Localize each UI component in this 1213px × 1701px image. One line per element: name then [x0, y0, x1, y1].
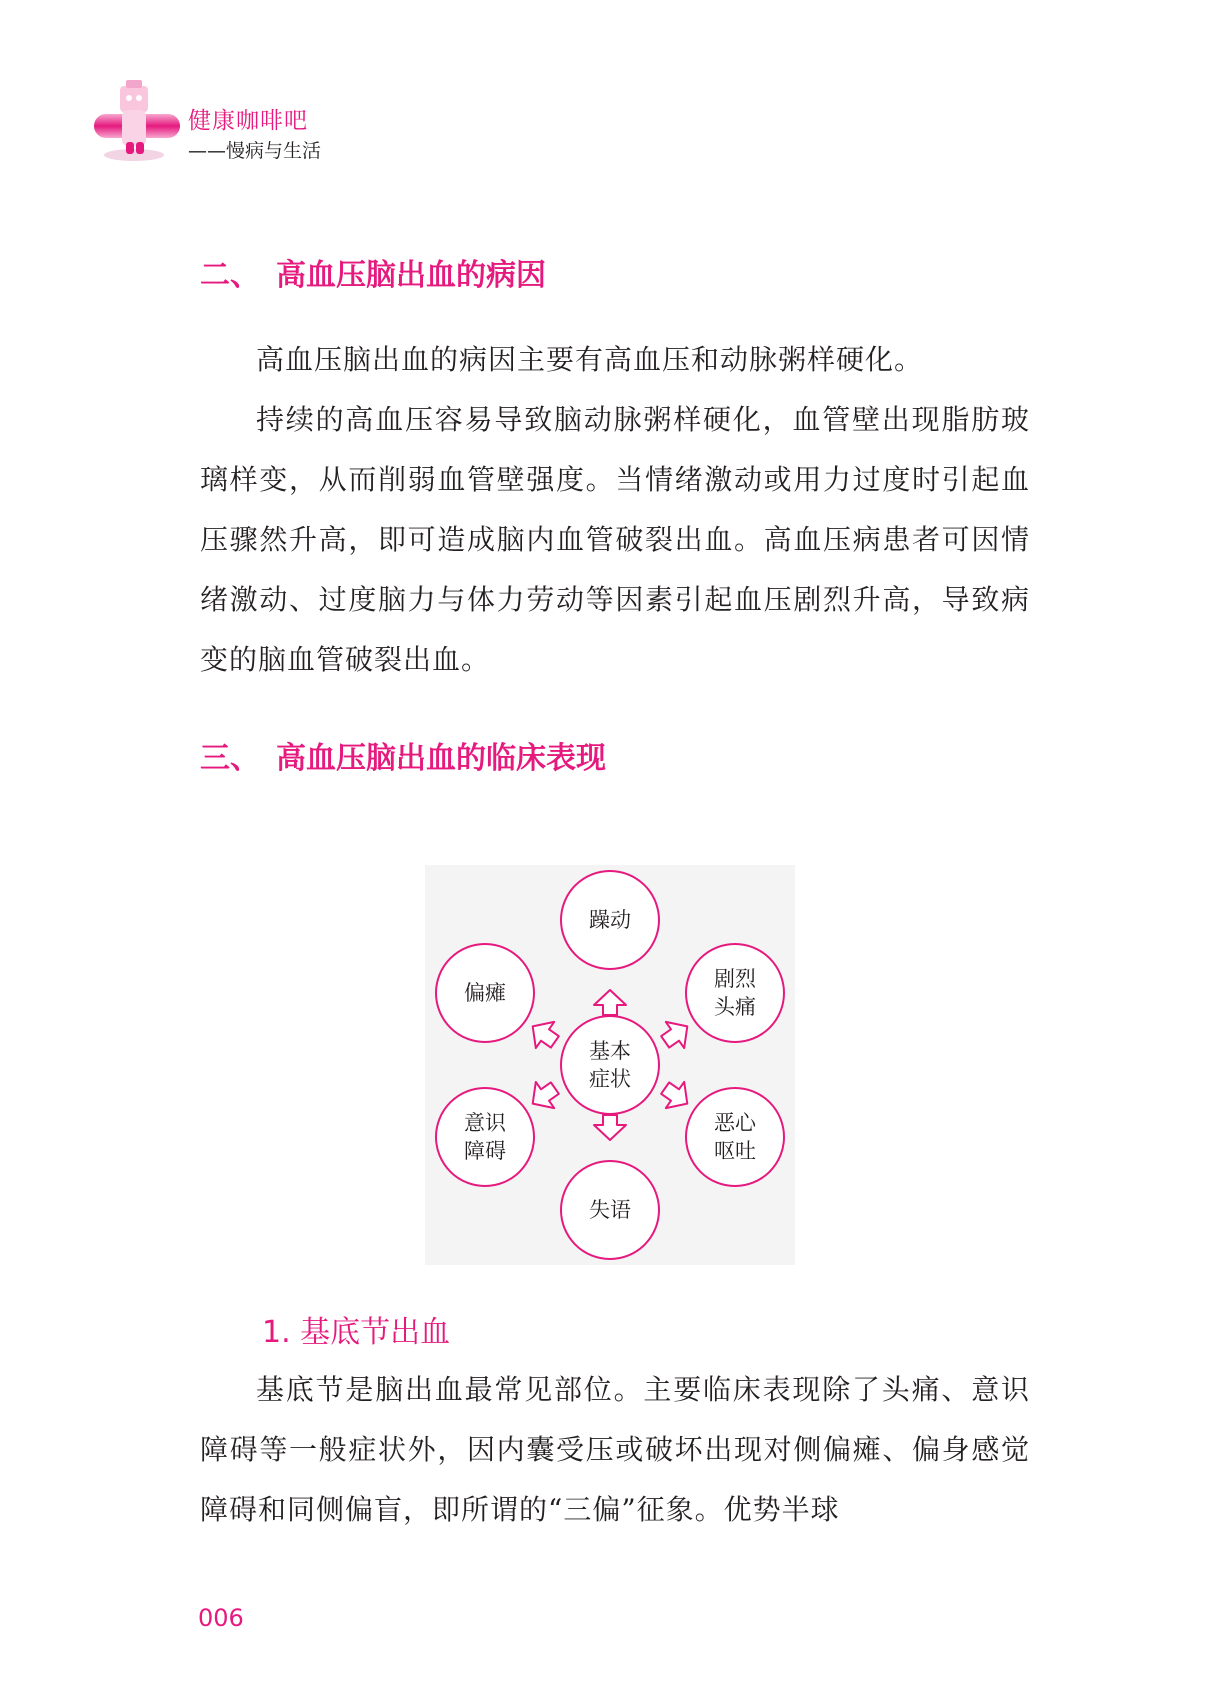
- paragraph: 高血压脑出血的病因主要有高血压和动脉粥样硬化。: [256, 343, 924, 376]
- arrow-down-icon: [594, 1115, 626, 1140]
- paragraph: 持续的高血压容易导致脑动脉粥样硬化，血管壁出现脂肪玻璃样变，从而削弱血管壁强度。当情绪激动或用力过度时引起血压骤然升高，即可造成脑内血管破裂出血。高血压病患者可因情绪激动、过度脑力与体力劳动等因素引起血压剧烈升高，导致病变的脑血管破裂出血。: [200, 403, 1030, 676]
- brand-title: 健康咖啡吧: [188, 108, 308, 134]
- node-basic-symptoms: 基本 症状: [560, 1015, 660, 1115]
- symptom-diagram: [425, 865, 795, 1265]
- section-heading: [200, 733, 606, 777]
- node-hemiplegia: 偏瘫: [435, 943, 535, 1043]
- subsection-body: [200, 1360, 1030, 1540]
- arrow-up-left-icon: [524, 1013, 564, 1055]
- node-severe-headache: 剧烈 头痛: [685, 943, 785, 1043]
- section-number: 三、: [200, 741, 260, 776]
- section-heading: [200, 250, 546, 294]
- paragraph: 基底节是脑出血最常见部位。主要临床表现除了头痛、意识障碍等一般症状外，因内囊受压或破坏出现对侧偏瘫、偏身感觉障碍和同侧偏盲，即所谓的“三偏”征象。优势半球: [200, 1373, 1030, 1526]
- arrow-up-icon: [594, 990, 626, 1015]
- node-nausea-vomiting: 恶心 呕吐: [685, 1087, 785, 1187]
- section-title: 高血压脑出血的临床表现: [276, 741, 606, 776]
- arrow-up-right-icon: [656, 1013, 696, 1055]
- section-title: 高血压脑出血的病因: [276, 258, 546, 293]
- brand-logo: [92, 80, 182, 166]
- arrow-down-left-icon: [524, 1075, 564, 1117]
- section-body: [200, 330, 1030, 690]
- section-number: 二、: [200, 258, 260, 293]
- arrow-down-right-icon: [656, 1075, 696, 1117]
- node-consciousness-disorder: 意识 障碍: [435, 1087, 535, 1187]
- page-number: 006: [198, 1604, 244, 1632]
- node-agitation: 躁动: [560, 870, 660, 970]
- node-aphasia: 失语: [560, 1160, 660, 1260]
- brand-subtitle: ——慢病与生活: [188, 140, 322, 162]
- subsection-title: 1. 基底节出血: [262, 1315, 451, 1350]
